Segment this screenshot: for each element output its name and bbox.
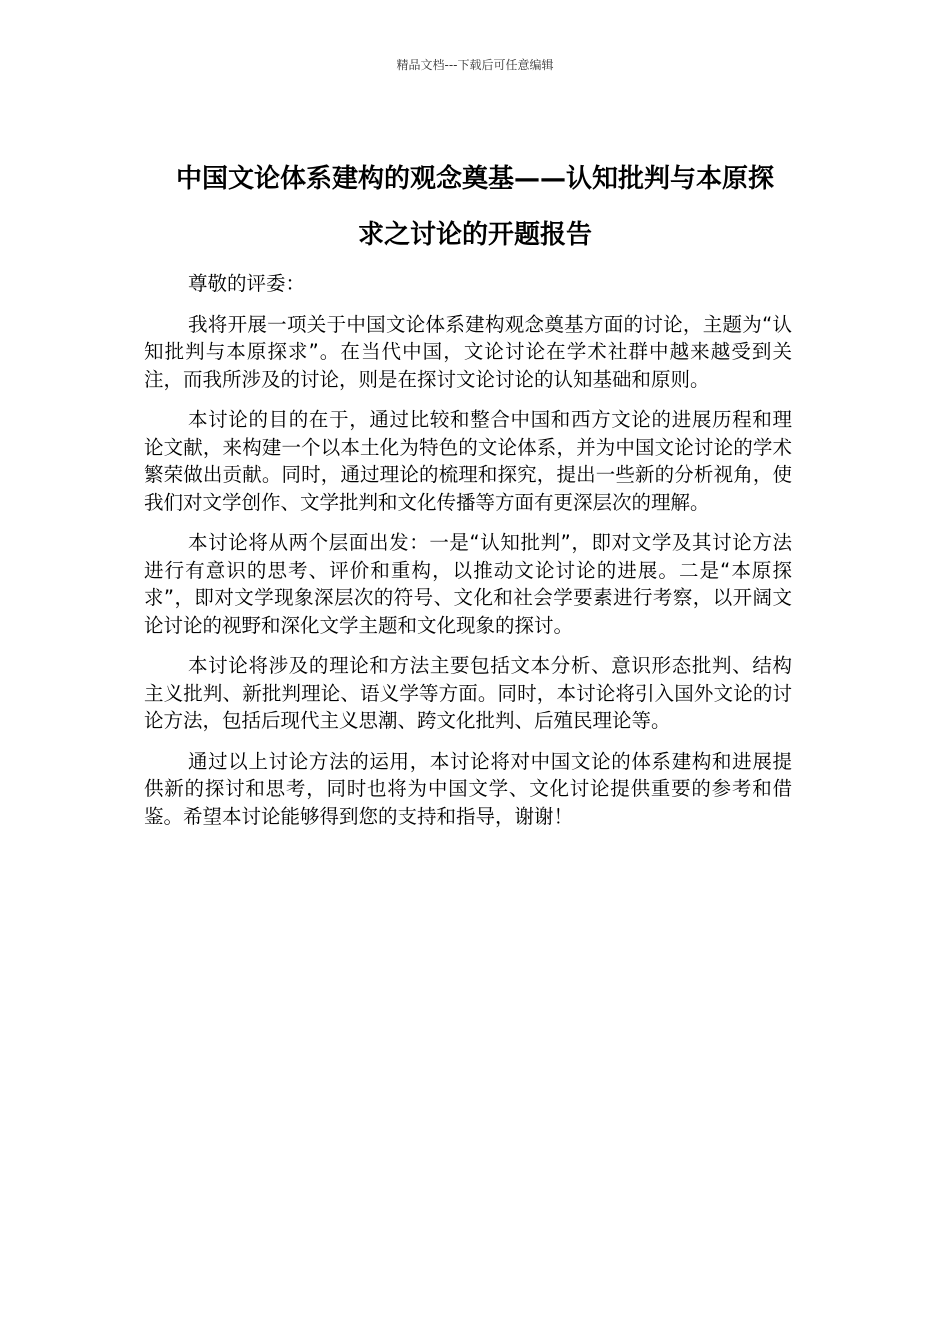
title-line-1: 中国文论体系建构的观念奠基——认知批判与本原探: [175, 164, 774, 195]
salutation: 尊敬的评委：: [188, 272, 306, 295]
title-line-2: 求之讨论的开题报告: [357, 220, 592, 251]
paragraph-5: 通过以上讨论方法的运用，本讨论将对中国文论的体系建构和进展提供新的探讨和思考，同时也将为中国文学、文化讨论提供重要的参考和借鉴。希望本讨论能够得到您的支持和指导，谢谢！: [144, 749, 792, 828]
paragraph-3: 本讨论将从两个层面出发：一是“认知批判”，即对文学及其讨论方法进行有意识的思考、评价和重构，以推动文论讨论的进展。二是“本原探求”，即对文学现象深层次的符号、文化和社会学要素进行考察，以开阔文论讨论的视野和深化文学主题和文化现象的探讨。: [144, 531, 792, 637]
paragraph-2: 本讨论的目的在于，通过比较和整合中国和西方文论的进展历程和理论文献，来构建一个以本土化为特色的文论体系，并为中国文论讨论的学术繁荣做出贡献。同时，通过理论的梳理和探究，提出一些新的分析视角，使我们对文学创作、文学批判和文化传播等方面有更深层次的理解。: [144, 408, 792, 514]
header-note: 精品文档---下载后可任意编辑: [396, 58, 554, 72]
document-title: [140, 151, 810, 263]
paragraph-4: 本讨论将涉及的理论和方法主要包括文本分析、意识形态批判、结构主义批判、新批判理论、语义学等方面。同时，本讨论将引入国外文论的讨论方法，包括后现代主义思潮、跨文化批判、后殖民理论等。: [144, 654, 792, 732]
paragraph-1: 我将开展一项关于中国文论体系建构观念奠基方面的讨论，主题为“认知批判与本原探求”。在当代中国，文论讨论在学术社群中越来越受到关注，而我所涉及的讨论，则是在探讨文论讨论的认知基础和原则。: [144, 312, 792, 391]
document-body: [144, 270, 792, 843]
